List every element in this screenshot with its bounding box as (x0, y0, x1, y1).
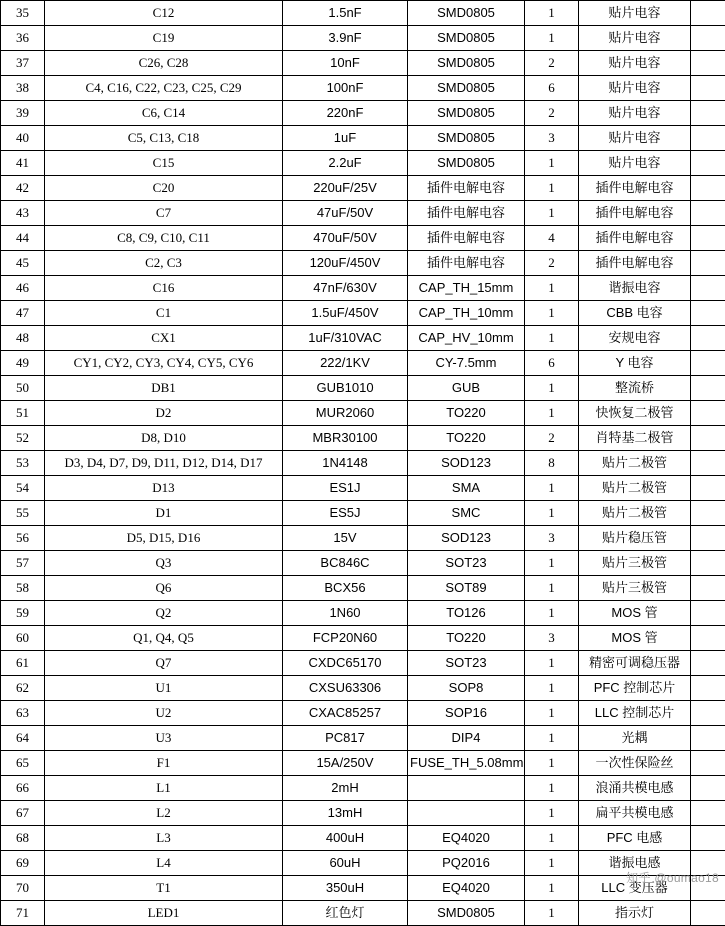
table-row (1, 26, 725, 51)
cell-designators: C4, C16, C22, C23, C25, C29 (45, 76, 283, 101)
cell-designators: C6, C14 (45, 101, 283, 126)
cell-designators: D13 (45, 476, 283, 501)
table-row (1, 651, 725, 676)
cell-type: LLC 变压器 (579, 876, 691, 901)
cell-value: 60uH (283, 851, 408, 876)
cell-package: SOT23 (408, 651, 525, 676)
cell-quantity: 6 (525, 351, 579, 376)
cell-package: SOD123 (408, 451, 525, 476)
cell-type: CBB 电容 (579, 301, 691, 326)
cell-type: 谐振电容 (579, 276, 691, 301)
table-row (1, 501, 725, 526)
cell-package: CAP_TH_10mm (408, 301, 525, 326)
cell-value: CXAC85257 (283, 701, 408, 726)
cell-designators: C7 (45, 201, 283, 226)
cell-value: 10nF (283, 51, 408, 76)
cell-designators: C15 (45, 151, 283, 176)
cell-package: FUSE_TH_5.08mm (408, 751, 525, 776)
cell-index: 71 (1, 901, 45, 926)
cell-quantity: 1 (525, 601, 579, 626)
cell-value: ES1J (283, 476, 408, 501)
cell-quantity: 2 (525, 426, 579, 451)
cell-package: SMD0805 (408, 51, 525, 76)
cell-index: 59 (1, 601, 45, 626)
table-row (1, 801, 725, 826)
cell-type: 谐振电感 (579, 851, 691, 876)
cell-value: 3.9nF (283, 26, 408, 51)
watermark: 知乎 @oumao18 (626, 869, 719, 886)
cell-note (691, 401, 725, 426)
cell-designators: Q2 (45, 601, 283, 626)
cell-type: 贴片电容 (579, 51, 691, 76)
cell-designators: L1 (45, 776, 283, 801)
cell-type: 插件电解电容 (579, 226, 691, 251)
cell-quantity: 1 (525, 401, 579, 426)
cell-designators: D3, D4, D7, D9, D11, D12, D14, D17 (45, 451, 283, 476)
cell-quantity: 1 (525, 151, 579, 176)
cell-package: CAP_HV_10mm (408, 326, 525, 351)
cell-index: 61 (1, 651, 45, 676)
table-row (1, 1, 725, 26)
cell-quantity: 1 (525, 676, 579, 701)
cell-index: 69 (1, 851, 45, 876)
cell-index: 58 (1, 576, 45, 601)
cell-note (691, 426, 725, 451)
cell-type: 贴片二极管 (579, 501, 691, 526)
cell-quantity: 2 (525, 251, 579, 276)
cell-type: PFC 电感 (579, 826, 691, 851)
cell-type: 贴片电容 (579, 101, 691, 126)
cell-index: 55 (1, 501, 45, 526)
cell-index: 50 (1, 376, 45, 401)
table-row (1, 126, 725, 151)
cell-type: 贴片电容 (579, 151, 691, 176)
cell-type: 快恢复二极管 (579, 401, 691, 426)
cell-note (691, 451, 725, 476)
cell-note (691, 351, 725, 376)
cell-designators: D5, D15, D16 (45, 526, 283, 551)
cell-quantity: 2 (525, 51, 579, 76)
cell-value: 220nF (283, 101, 408, 126)
cell-value: GUB1010 (283, 376, 408, 401)
cell-package: SMD0805 (408, 126, 525, 151)
cell-note (691, 576, 725, 601)
cell-index: 67 (1, 801, 45, 826)
cell-note (691, 151, 725, 176)
table-row (1, 76, 725, 101)
cell-value: CXDC65170 (283, 651, 408, 676)
table-row (1, 326, 725, 351)
table-row (1, 726, 725, 751)
cell-value: 15A/250V (283, 751, 408, 776)
cell-note (691, 101, 725, 126)
cell-note (691, 51, 725, 76)
cell-index: 70 (1, 876, 45, 901)
cell-note (691, 26, 725, 51)
cell-quantity: 1 (525, 576, 579, 601)
cell-index: 65 (1, 751, 45, 776)
cell-designators: Q3 (45, 551, 283, 576)
cell-type: 贴片二极管 (579, 451, 691, 476)
cell-index: 48 (1, 326, 45, 351)
cell-type: 贴片电容 (579, 26, 691, 51)
cell-note (691, 626, 725, 651)
table-row (1, 451, 725, 476)
cell-note (691, 751, 725, 776)
cell-value: 100nF (283, 76, 408, 101)
cell-value: 2.2uF (283, 151, 408, 176)
table-row (1, 901, 725, 926)
cell-note (691, 201, 725, 226)
cell-quantity: 3 (525, 526, 579, 551)
cell-type: 贴片电容 (579, 126, 691, 151)
table-row (1, 401, 725, 426)
cell-index: 57 (1, 551, 45, 576)
cell-quantity: 1 (525, 1, 579, 26)
cell-value: 1uF/310VAC (283, 326, 408, 351)
cell-type: 光耦 (579, 726, 691, 751)
cell-value: BC846C (283, 551, 408, 576)
cell-designators: C12 (45, 1, 283, 26)
cell-value: 220uF/25V (283, 176, 408, 201)
cell-type: MOS 管 (579, 626, 691, 651)
table-row (1, 826, 725, 851)
cell-designators: D1 (45, 501, 283, 526)
cell-quantity: 1 (525, 701, 579, 726)
cell-package: SMC (408, 501, 525, 526)
table-row (1, 851, 725, 876)
cell-quantity: 1 (525, 776, 579, 801)
cell-designators: C1 (45, 301, 283, 326)
cell-index: 46 (1, 276, 45, 301)
cell-type: 扁平共模电感 (579, 801, 691, 826)
cell-note (691, 601, 725, 626)
cell-type: 贴片三极管 (579, 576, 691, 601)
cell-type: 插件电解电容 (579, 201, 691, 226)
cell-designators: DB1 (45, 376, 283, 401)
cell-index: 66 (1, 776, 45, 801)
table-row (1, 151, 725, 176)
cell-package: CY-7.5mm (408, 351, 525, 376)
cell-package: PQ2016 (408, 851, 525, 876)
table-row (1, 301, 725, 326)
table-row (1, 101, 725, 126)
cell-index: 45 (1, 251, 45, 276)
cell-index: 47 (1, 301, 45, 326)
cell-quantity: 1 (525, 326, 579, 351)
cell-value: 红色灯 (283, 901, 408, 926)
cell-designators: C20 (45, 176, 283, 201)
cell-note (691, 76, 725, 101)
cell-note (691, 526, 725, 551)
cell-value: 13mH (283, 801, 408, 826)
cell-note (691, 176, 725, 201)
cell-index: 56 (1, 526, 45, 551)
cell-type: 贴片稳压管 (579, 526, 691, 551)
cell-quantity: 3 (525, 126, 579, 151)
cell-value: CXSU63306 (283, 676, 408, 701)
cell-note (691, 676, 725, 701)
cell-note (691, 801, 725, 826)
cell-index: 51 (1, 401, 45, 426)
cell-value: 1N60 (283, 601, 408, 626)
cell-designators: U1 (45, 676, 283, 701)
cell-note (691, 276, 725, 301)
cell-package: EQ4020 (408, 826, 525, 851)
table-row (1, 526, 725, 551)
cell-note (691, 551, 725, 576)
cell-index: 42 (1, 176, 45, 201)
cell-value: 15V (283, 526, 408, 551)
cell-index: 39 (1, 101, 45, 126)
cell-value: 400uH (283, 826, 408, 851)
cell-designators: U2 (45, 701, 283, 726)
cell-package: 插件电解电容 (408, 201, 525, 226)
cell-quantity: 1 (525, 176, 579, 201)
cell-value: MUR2060 (283, 401, 408, 426)
table-row (1, 626, 725, 651)
table-row (1, 701, 725, 726)
cell-index: 54 (1, 476, 45, 501)
table-row (1, 551, 725, 576)
cell-quantity: 1 (525, 851, 579, 876)
cell-index: 41 (1, 151, 45, 176)
cell-type: 浪涌共模电感 (579, 776, 691, 801)
cell-quantity: 6 (525, 76, 579, 101)
cell-type: 整流桥 (579, 376, 691, 401)
cell-value: 1N4148 (283, 451, 408, 476)
cell-designators: Q7 (45, 651, 283, 676)
cell-index: 68 (1, 826, 45, 851)
table-row (1, 676, 725, 701)
cell-package: 插件电解电容 (408, 226, 525, 251)
cell-value: FCP20N60 (283, 626, 408, 651)
cell-quantity: 3 (525, 626, 579, 651)
cell-designators: CX1 (45, 326, 283, 351)
cell-type: 贴片二极管 (579, 476, 691, 501)
cell-quantity: 1 (525, 726, 579, 751)
cell-value: 47nF/630V (283, 276, 408, 301)
cell-value: 120uF/450V (283, 251, 408, 276)
cell-type: 插件电解电容 (579, 176, 691, 201)
cell-package: EQ4020 (408, 876, 525, 901)
cell-quantity: 8 (525, 451, 579, 476)
cell-package: SOD123 (408, 526, 525, 551)
cell-value: ES5J (283, 501, 408, 526)
cell-value: 1.5uF/450V (283, 301, 408, 326)
cell-value: BCX56 (283, 576, 408, 601)
cell-package: CAP_TH_15mm (408, 276, 525, 301)
cell-note (691, 251, 725, 276)
cell-type: 肖特基二极管 (579, 426, 691, 451)
cell-note (691, 851, 725, 876)
cell-value: 1.5nF (283, 1, 408, 26)
cell-note (691, 726, 725, 751)
cell-index: 43 (1, 201, 45, 226)
cell-package: SOT89 (408, 576, 525, 601)
cell-value: PC817 (283, 726, 408, 751)
cell-designators: U3 (45, 726, 283, 751)
cell-type: LLC 控制芯片 (579, 701, 691, 726)
cell-package: 插件电解电容 (408, 251, 525, 276)
cell-designators: L3 (45, 826, 283, 851)
table-row (1, 201, 725, 226)
cell-package (408, 776, 525, 801)
cell-quantity: 1 (525, 751, 579, 776)
table-row (1, 751, 725, 776)
cell-index: 35 (1, 1, 45, 26)
cell-quantity: 1 (525, 876, 579, 901)
cell-designators: Q6 (45, 576, 283, 601)
cell-value: 2mH (283, 776, 408, 801)
table-row (1, 601, 725, 626)
cell-index: 60 (1, 626, 45, 651)
cell-type: PFC 控制芯片 (579, 676, 691, 701)
cell-quantity: 1 (525, 651, 579, 676)
cell-value: 1uF (283, 126, 408, 151)
cell-quantity: 2 (525, 101, 579, 126)
cell-quantity: 1 (525, 201, 579, 226)
cell-value: 470uF/50V (283, 226, 408, 251)
cell-package (408, 801, 525, 826)
cell-index: 63 (1, 701, 45, 726)
cell-quantity: 1 (525, 901, 579, 926)
cell-note (691, 376, 725, 401)
table-row (1, 426, 725, 451)
cell-package: SMD0805 (408, 101, 525, 126)
cell-designators: F1 (45, 751, 283, 776)
cell-type: 一次性保险丝 (579, 751, 691, 776)
cell-quantity: 1 (525, 476, 579, 501)
cell-designators: D2 (45, 401, 283, 426)
cell-index: 40 (1, 126, 45, 151)
cell-type: 贴片三极管 (579, 551, 691, 576)
cell-index: 44 (1, 226, 45, 251)
cell-designators: LED1 (45, 901, 283, 926)
table-row (1, 51, 725, 76)
table-row (1, 776, 725, 801)
cell-package: DIP4 (408, 726, 525, 751)
cell-quantity: 1 (525, 801, 579, 826)
cell-note (691, 226, 725, 251)
cell-type: 安规电容 (579, 326, 691, 351)
cell-package: SMD0805 (408, 76, 525, 101)
cell-quantity: 1 (525, 26, 579, 51)
cell-package: GUB (408, 376, 525, 401)
cell-quantity: 4 (525, 226, 579, 251)
cell-quantity: 1 (525, 376, 579, 401)
cell-value: MBR30100 (283, 426, 408, 451)
cell-note (691, 651, 725, 676)
cell-quantity: 1 (525, 826, 579, 851)
cell-designators: L4 (45, 851, 283, 876)
cell-designators: C19 (45, 26, 283, 51)
cell-index: 49 (1, 351, 45, 376)
cell-note (691, 876, 725, 901)
cell-type: 插件电解电容 (579, 251, 691, 276)
cell-package: SOP8 (408, 676, 525, 701)
cell-note (691, 326, 725, 351)
cell-designators: D8, D10 (45, 426, 283, 451)
table-row (1, 576, 725, 601)
cell-package: TO126 (408, 601, 525, 626)
table-row (1, 226, 725, 251)
cell-note (691, 901, 725, 926)
cell-quantity: 1 (525, 301, 579, 326)
table-row (1, 276, 725, 301)
cell-designators: C5, C13, C18 (45, 126, 283, 151)
cell-type: 贴片电容 (579, 76, 691, 101)
cell-note (691, 776, 725, 801)
table-row (1, 351, 725, 376)
cell-designators: C16 (45, 276, 283, 301)
cell-quantity: 1 (525, 276, 579, 301)
cell-package: SMD0805 (408, 901, 525, 926)
cell-value: 47uF/50V (283, 201, 408, 226)
cell-designators: C26, C28 (45, 51, 283, 76)
table-row (1, 476, 725, 501)
cell-package: SMD0805 (408, 151, 525, 176)
cell-index: 52 (1, 426, 45, 451)
cell-package: TO220 (408, 401, 525, 426)
cell-designators: CY1, CY2, CY3, CY4, CY5, CY6 (45, 351, 283, 376)
cell-package: SOT23 (408, 551, 525, 576)
cell-designators: C8, C9, C10, C11 (45, 226, 283, 251)
cell-designators: Q1, Q4, Q5 (45, 626, 283, 651)
cell-type: Y 电容 (579, 351, 691, 376)
cell-index: 38 (1, 76, 45, 101)
table-row (1, 251, 725, 276)
cell-package: SOP16 (408, 701, 525, 726)
cell-note (691, 826, 725, 851)
cell-note (691, 301, 725, 326)
cell-note (691, 126, 725, 151)
cell-package: SMD0805 (408, 26, 525, 51)
cell-quantity: 1 (525, 551, 579, 576)
cell-note (691, 501, 725, 526)
cell-index: 37 (1, 51, 45, 76)
cell-package: TO220 (408, 426, 525, 451)
cell-designators: T1 (45, 876, 283, 901)
cell-type: 指示灯 (579, 901, 691, 926)
cell-index: 62 (1, 676, 45, 701)
cell-package: 插件电解电容 (408, 176, 525, 201)
table-row (1, 376, 725, 401)
cell-quantity: 1 (525, 501, 579, 526)
cell-note (691, 476, 725, 501)
cell-designators: C2, C3 (45, 251, 283, 276)
cell-designators: L2 (45, 801, 283, 826)
cell-type: 精密可调稳压器 (579, 651, 691, 676)
cell-index: 64 (1, 726, 45, 751)
cell-value: 350uH (283, 876, 408, 901)
cell-type: MOS 管 (579, 601, 691, 626)
cell-note (691, 1, 725, 26)
cell-package: TO220 (408, 626, 525, 651)
table-row (1, 176, 725, 201)
cell-note (691, 701, 725, 726)
cell-package: SMD0805 (408, 1, 525, 26)
cell-value: 222/1KV (283, 351, 408, 376)
cell-index: 36 (1, 26, 45, 51)
cell-type: 贴片电容 (579, 1, 691, 26)
table-row (1, 876, 725, 901)
cell-index: 53 (1, 451, 45, 476)
cell-package: SMA (408, 476, 525, 501)
